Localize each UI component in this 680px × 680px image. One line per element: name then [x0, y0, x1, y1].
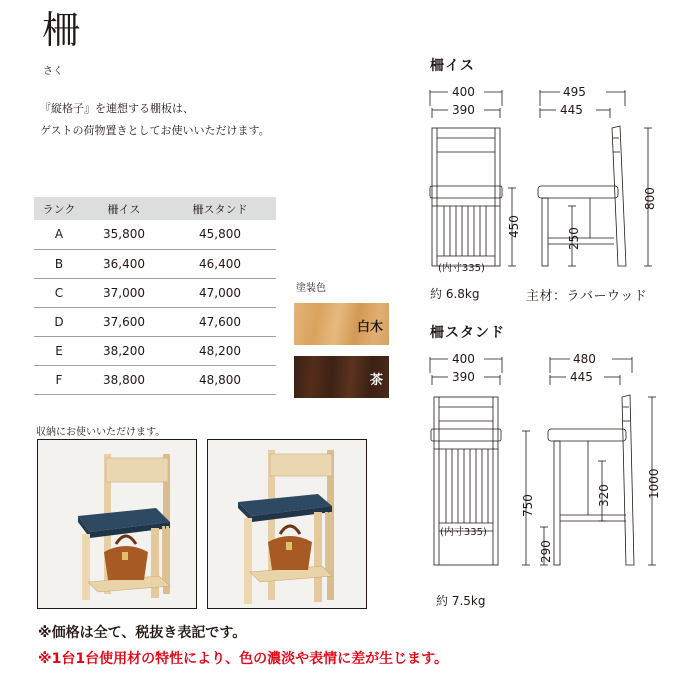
stand-inner-width: (内寸335) — [440, 527, 487, 538]
chair-side-outer-depth: 495 — [563, 85, 586, 99]
rank-cell: F — [34, 365, 84, 394]
stand-side-inner-depth: 445 — [570, 370, 593, 384]
stand-total-height: 1000 — [647, 468, 661, 499]
stand-dimension-drawing — [420, 345, 670, 585]
stand-price-cell: 48,800 — [164, 365, 276, 394]
rank-cell: C — [34, 278, 84, 307]
stand-front-inner-width: 390 — [452, 370, 475, 384]
chair-photo-illustration — [38, 440, 197, 609]
chair-front-outer-width: 400 — [452, 85, 475, 99]
chair-price-cell: 37,600 — [84, 307, 164, 336]
paint-color-label: 塗装色 — [296, 283, 326, 294]
chair-front-inner-width: 390 — [452, 103, 475, 117]
product-title: 柵 — [42, 8, 81, 52]
stand-photo — [207, 439, 367, 609]
table-row — [34, 278, 276, 307]
chair-weight: 約 6.8kg — [430, 287, 480, 301]
table-row — [34, 249, 276, 278]
header-stand: 柵スタンド — [164, 197, 276, 220]
chair-photo — [37, 439, 197, 609]
chair-price-cell: 36,400 — [84, 249, 164, 278]
stand-front-outer-width: 400 — [452, 352, 475, 366]
product-reading: さく — [43, 66, 63, 77]
stand-seat-height: 750 — [521, 494, 535, 517]
main-material: 主材：ラバーウッド — [526, 289, 648, 304]
stand-price-cell: 46,400 — [164, 249, 276, 278]
color-swatch-brown — [294, 356, 389, 398]
rank-cell: B — [34, 249, 84, 278]
storage-caption: 収納にお使いいただけます。 — [36, 427, 166, 438]
chair-seat-height: 450 — [507, 215, 521, 238]
table-row — [34, 336, 276, 365]
stand-side-outer-depth: 480 — [573, 352, 596, 366]
stand-side-shelf-height: 320 — [597, 484, 611, 507]
chair-section-title: 柵イス — [430, 58, 475, 74]
table-row — [34, 220, 276, 249]
stand-price-cell: 47,000 — [164, 278, 276, 307]
stand-price-cell: 45,800 — [164, 220, 276, 249]
swatch-label: 白木 — [356, 320, 383, 335]
stand-photo-illustration — [208, 440, 367, 609]
material-variance-note: ※1台1台使用材の特性により、色の濃淡や表情に差が生じます。 — [38, 651, 448, 667]
stand-shelf-height: 290 — [539, 540, 553, 563]
header-chair: 柵イス — [84, 197, 164, 220]
chair-dimension-drawing — [420, 78, 670, 278]
chair-inner-width: (内寸335) — [438, 263, 485, 274]
chair-price-cell: 38,800 — [84, 365, 164, 394]
rank-cell: E — [34, 336, 84, 365]
table-row — [34, 307, 276, 336]
chair-total-height: 800 — [643, 187, 657, 210]
stand-price-cell: 48,200 — [164, 336, 276, 365]
chair-price-cell: 37,000 — [84, 278, 164, 307]
stand-weight: 約 7.5kg — [436, 594, 486, 608]
color-swatch-natural — [294, 303, 389, 345]
rank-cell: D — [34, 307, 84, 336]
chair-price-cell: 35,800 — [84, 220, 164, 249]
tax-note: ※価格は全て、税抜き表記です。 — [38, 625, 247, 641]
table-row — [34, 365, 276, 394]
description-line: 『縦格子』を連想する棚板は、 — [40, 102, 194, 115]
chair-side-inner-depth: 445 — [560, 103, 583, 117]
chair-shelf-height: 250 — [567, 227, 581, 250]
chair-price-cell: 38,200 — [84, 336, 164, 365]
price-table — [34, 197, 276, 395]
description-line: ゲストの荷物置きとしてお使いいただけます。 — [40, 124, 270, 137]
swatch-label: 茶 — [369, 373, 383, 388]
product-description — [40, 98, 340, 142]
header-rank: ランク — [34, 197, 84, 220]
stand-section-title: 柵スタンド — [430, 325, 505, 341]
stand-price-cell: 47,600 — [164, 307, 276, 336]
price-table-header — [34, 197, 276, 220]
rank-cell: A — [34, 220, 84, 249]
